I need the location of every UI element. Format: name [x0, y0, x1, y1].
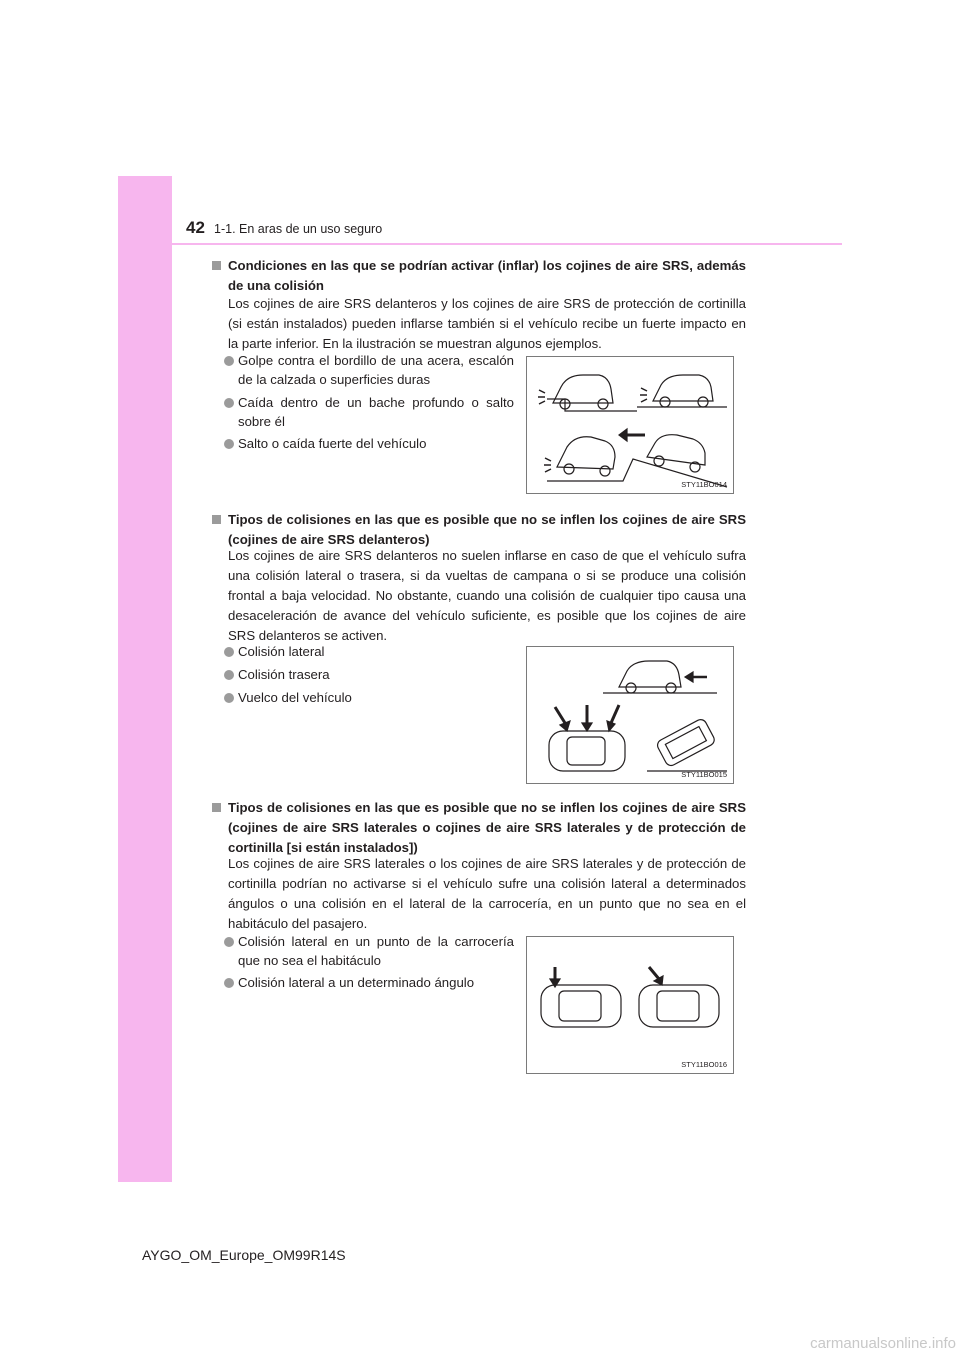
watermark[interactable]: carmanualsonline.info [810, 1335, 956, 1352]
list-item: Caída dentro de un bache profundo o salto sobre él [224, 393, 514, 431]
list-item: Colisión lateral en un punto de la carrocería que no sea el habitáculo [224, 932, 514, 970]
circle-bullet-icon [224, 647, 234, 657]
section-heading-3: Tipos de colisiones en las que es posible que no se inflen los cojines de aire SRS (cojines de aire SRS laterales o cojines de aire SRS laterales y de protección de cortinilla [si están instalados]) [212, 798, 746, 858]
circle-bullet-icon [224, 439, 234, 449]
figure-side-collision [526, 936, 734, 1074]
collision-illustration [527, 647, 733, 783]
section-heading-1: Condiciones en las que se podrían activar (inflar) los cojines de aire SRS, además de una colisión [212, 256, 746, 296]
circle-bullet-icon [224, 937, 234, 947]
circle-bullet-icon [224, 398, 234, 408]
side-collision-illustration [527, 937, 733, 1073]
section-body-1: Los cojines de aire SRS delanteros y los cojines de aire SRS de protección de cortinilla (si están instalados) pueden inflarse también si el vehículo recibe un fuerte impacto en la parte inferior. En la ilustración se muestran algunos ejemplos. [228, 296, 746, 351]
page-number: 42 [186, 218, 205, 237]
circle-bullet-icon [224, 693, 234, 703]
figure-code: STY11BO016 [681, 1060, 727, 1069]
list-item: Golpe contra el bordillo de una acera, escalón de la calzada o superficies duras [224, 351, 514, 389]
square-bullet-icon [212, 515, 221, 524]
header-rule [172, 243, 842, 245]
list-item: Colisión trasera [224, 665, 504, 684]
list-item: Salto o caída fuerte del vehículo [224, 434, 514, 453]
list-item: Vuelco del vehículo [224, 688, 504, 707]
list-item: Colisión lateral a un determinado ángulo [224, 973, 514, 992]
figure-collision-types [526, 646, 734, 784]
circle-bullet-icon [224, 670, 234, 680]
section-body-2: Los cojines de aire SRS delanteros no suelen inflarse en caso de que el vehículo sufra una colisión lateral o trasera, si da vueltas de campana o si se produce una colisión frontal a baja velocidad. No obstante, cuando una colisión de cualquier tipo causa una desaceleración de avance del vehículo suficiente, es posible que los cojines de aire SRS delanteros se activen. [228, 548, 746, 643]
chapter-sidebar [118, 176, 172, 1182]
footer-document-id: AYGO_OM_Europe_OM99R14S [142, 1247, 346, 1263]
circle-bullet-icon [224, 356, 234, 366]
square-bullet-icon [212, 803, 221, 812]
impact-illustration [527, 357, 733, 493]
chapter-title: 1-1. En aras de un uso seguro [214, 222, 383, 236]
figure-code: STY11BO014 [681, 480, 727, 489]
figure-impact-examples [526, 356, 734, 494]
circle-bullet-icon [224, 978, 234, 988]
figure-code: STY11BO015 [681, 770, 727, 779]
square-bullet-icon [212, 261, 221, 270]
list-item: Colisión lateral [224, 642, 504, 661]
section-body-3: Los cojines de aire SRS laterales o los cojines de aire SRS laterales y de protección de cortinilla podrían no activarse si el vehículo sufre una colisión lateral a determinados ángulos o una colisión en el lateral de la carrocería, en un punto que no sea en el habitáculo del pasajero. [228, 856, 746, 931]
section-heading-2: Tipos de colisiones en las que es posible que no se inflen los cojines de aire SRS (cojines de aire SRS delanteros) [212, 510, 746, 550]
